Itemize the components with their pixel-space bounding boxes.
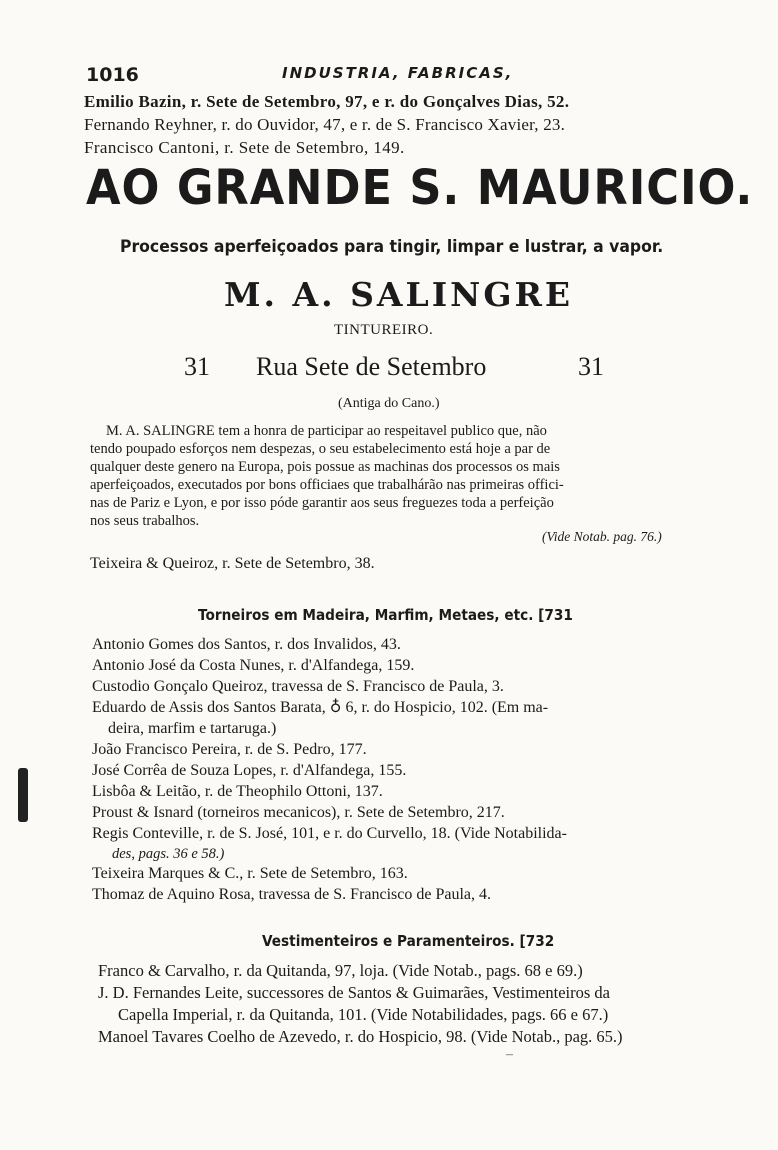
- address-note: (Antiga do Cano.): [338, 396, 440, 411]
- page-number: 1016: [86, 64, 139, 86]
- advert-trade: TINTUREIRO.: [334, 322, 434, 338]
- address-number-right: 31: [578, 352, 604, 381]
- advert-tagline: Processos aperfeiçoados para tingir, limpar e lustrar, a vapor.: [120, 237, 664, 257]
- list-item: J. D. Fernandes Leite, successores de Santos & Guimarães, Vestimenteiros da: [98, 983, 610, 1002]
- list-item: Antonio José da Costa Nunes, r. d'Alfandega, 159.: [92, 657, 415, 674]
- section-heading-vestimenteiros: Vestimenteiros e Paramenteiros. [732: [262, 932, 555, 950]
- list-item: José Corrêa de Souza Lopes, r. d'Alfandega, 155.: [92, 762, 407, 779]
- advert-body-line: M. A. SALINGRE tem a honra de participar ao respeitavel publico que, não: [106, 423, 547, 439]
- list-item: Lisbôa & Leitão, r. de Theophilo Ottoni, 137.: [92, 783, 383, 800]
- advert-vide: (Vide Notab. pag. 76.): [542, 529, 662, 544]
- entry-line: Teixeira & Queiroz, r. Sete de Setembro, 38.: [90, 555, 375, 572]
- advert-body-line: tendo poupado esforços nem despezas, o seu estabelecimento está hoje a par de: [90, 441, 551, 457]
- entry-line: Francisco Cantoni, r. Sete de Setembro, 149.: [84, 138, 405, 157]
- advert-owner: M. A. SALINGRE: [224, 275, 574, 314]
- section-heading-torneiros: Torneiros em Madeira, Marfim, Metaes, etc. [731: [198, 606, 573, 624]
- advert-body-line: qualquer deste genero na Europa, pois possue as machinas dos processos os mais: [90, 459, 560, 475]
- list-item: João Francisco Pereira, r. de S. Pedro, 177.: [92, 741, 367, 758]
- advert-title: AO GRANDE S. MAURICIO.: [86, 160, 754, 216]
- advert-body-line: aperfeiçoados, executados por bons officiaes que trabalhárão nas primeiras offici-: [90, 477, 564, 493]
- advert-body-line: nos seus trabalhos.: [90, 513, 200, 529]
- entry-line: Fernando Reyhner, r. do Ouvidor, 47, e r. de S. Francisco Xavier, 23.: [84, 115, 566, 134]
- list-item-continuation: Capella Imperial, r. da Quitanda, 101. (Vide Notabilidades, pags. 66 e 67.): [118, 1005, 609, 1024]
- entry-line: Emilio Bazin, r. Sete de Setembro, 97, e r. do Gonçalves Dias, 52.: [84, 92, 570, 111]
- advert-body-line: nas de Pariz e Lyon, e por isso póde garantir aos seus freguezes toda a perfeição: [90, 495, 554, 511]
- list-item: Antonio Gomes dos Santos, r. dos Invalidos, 43.: [92, 636, 401, 653]
- list-item: Manoel Tavares Coelho de Azevedo, r. do Hospicio, 98. (Vide Notab., pag. 65.): [98, 1027, 623, 1046]
- list-item: Teixeira Marques & C., r. Sete de Setembro, 163.: [92, 865, 408, 882]
- address-street: Rua Sete de Setembro: [256, 352, 487, 381]
- running-title: INDUSTRIA, FABRICAS,: [282, 64, 514, 82]
- list-item: Proust & Isnard (torneiros mecanicos), r. Sete de Setembro, 217.: [92, 804, 505, 821]
- list-item: Custodio Gonçalo Queiroz, travessa de S. Francisco de Paula, 3.: [92, 678, 504, 695]
- list-item-continuation: deira, marfim e tartaruga.): [108, 720, 277, 737]
- list-item: Thomaz de Aquino Rosa, travessa de S. Francisco de Paula, 4.: [92, 886, 492, 903]
- margin-ink-mark: [18, 768, 28, 822]
- footer-mark: –: [506, 1047, 513, 1062]
- list-item-continuation: des, pags. 36 e 58.): [112, 846, 225, 862]
- list-item: Franco & Carvalho, r. da Quitanda, 97, loja. (Vide Notab., pags. 68 e 69.): [98, 961, 583, 980]
- address-number-left: 31: [184, 352, 210, 381]
- list-item: Regis Conteville, r. de S. José, 101, e r. do Curvello, 18. (Vide Notabilida-: [92, 825, 567, 842]
- list-item: Eduardo de Assis dos Santos Barata, ♁ 6, r. do Hospicio, 102. (Em ma-: [92, 699, 549, 716]
